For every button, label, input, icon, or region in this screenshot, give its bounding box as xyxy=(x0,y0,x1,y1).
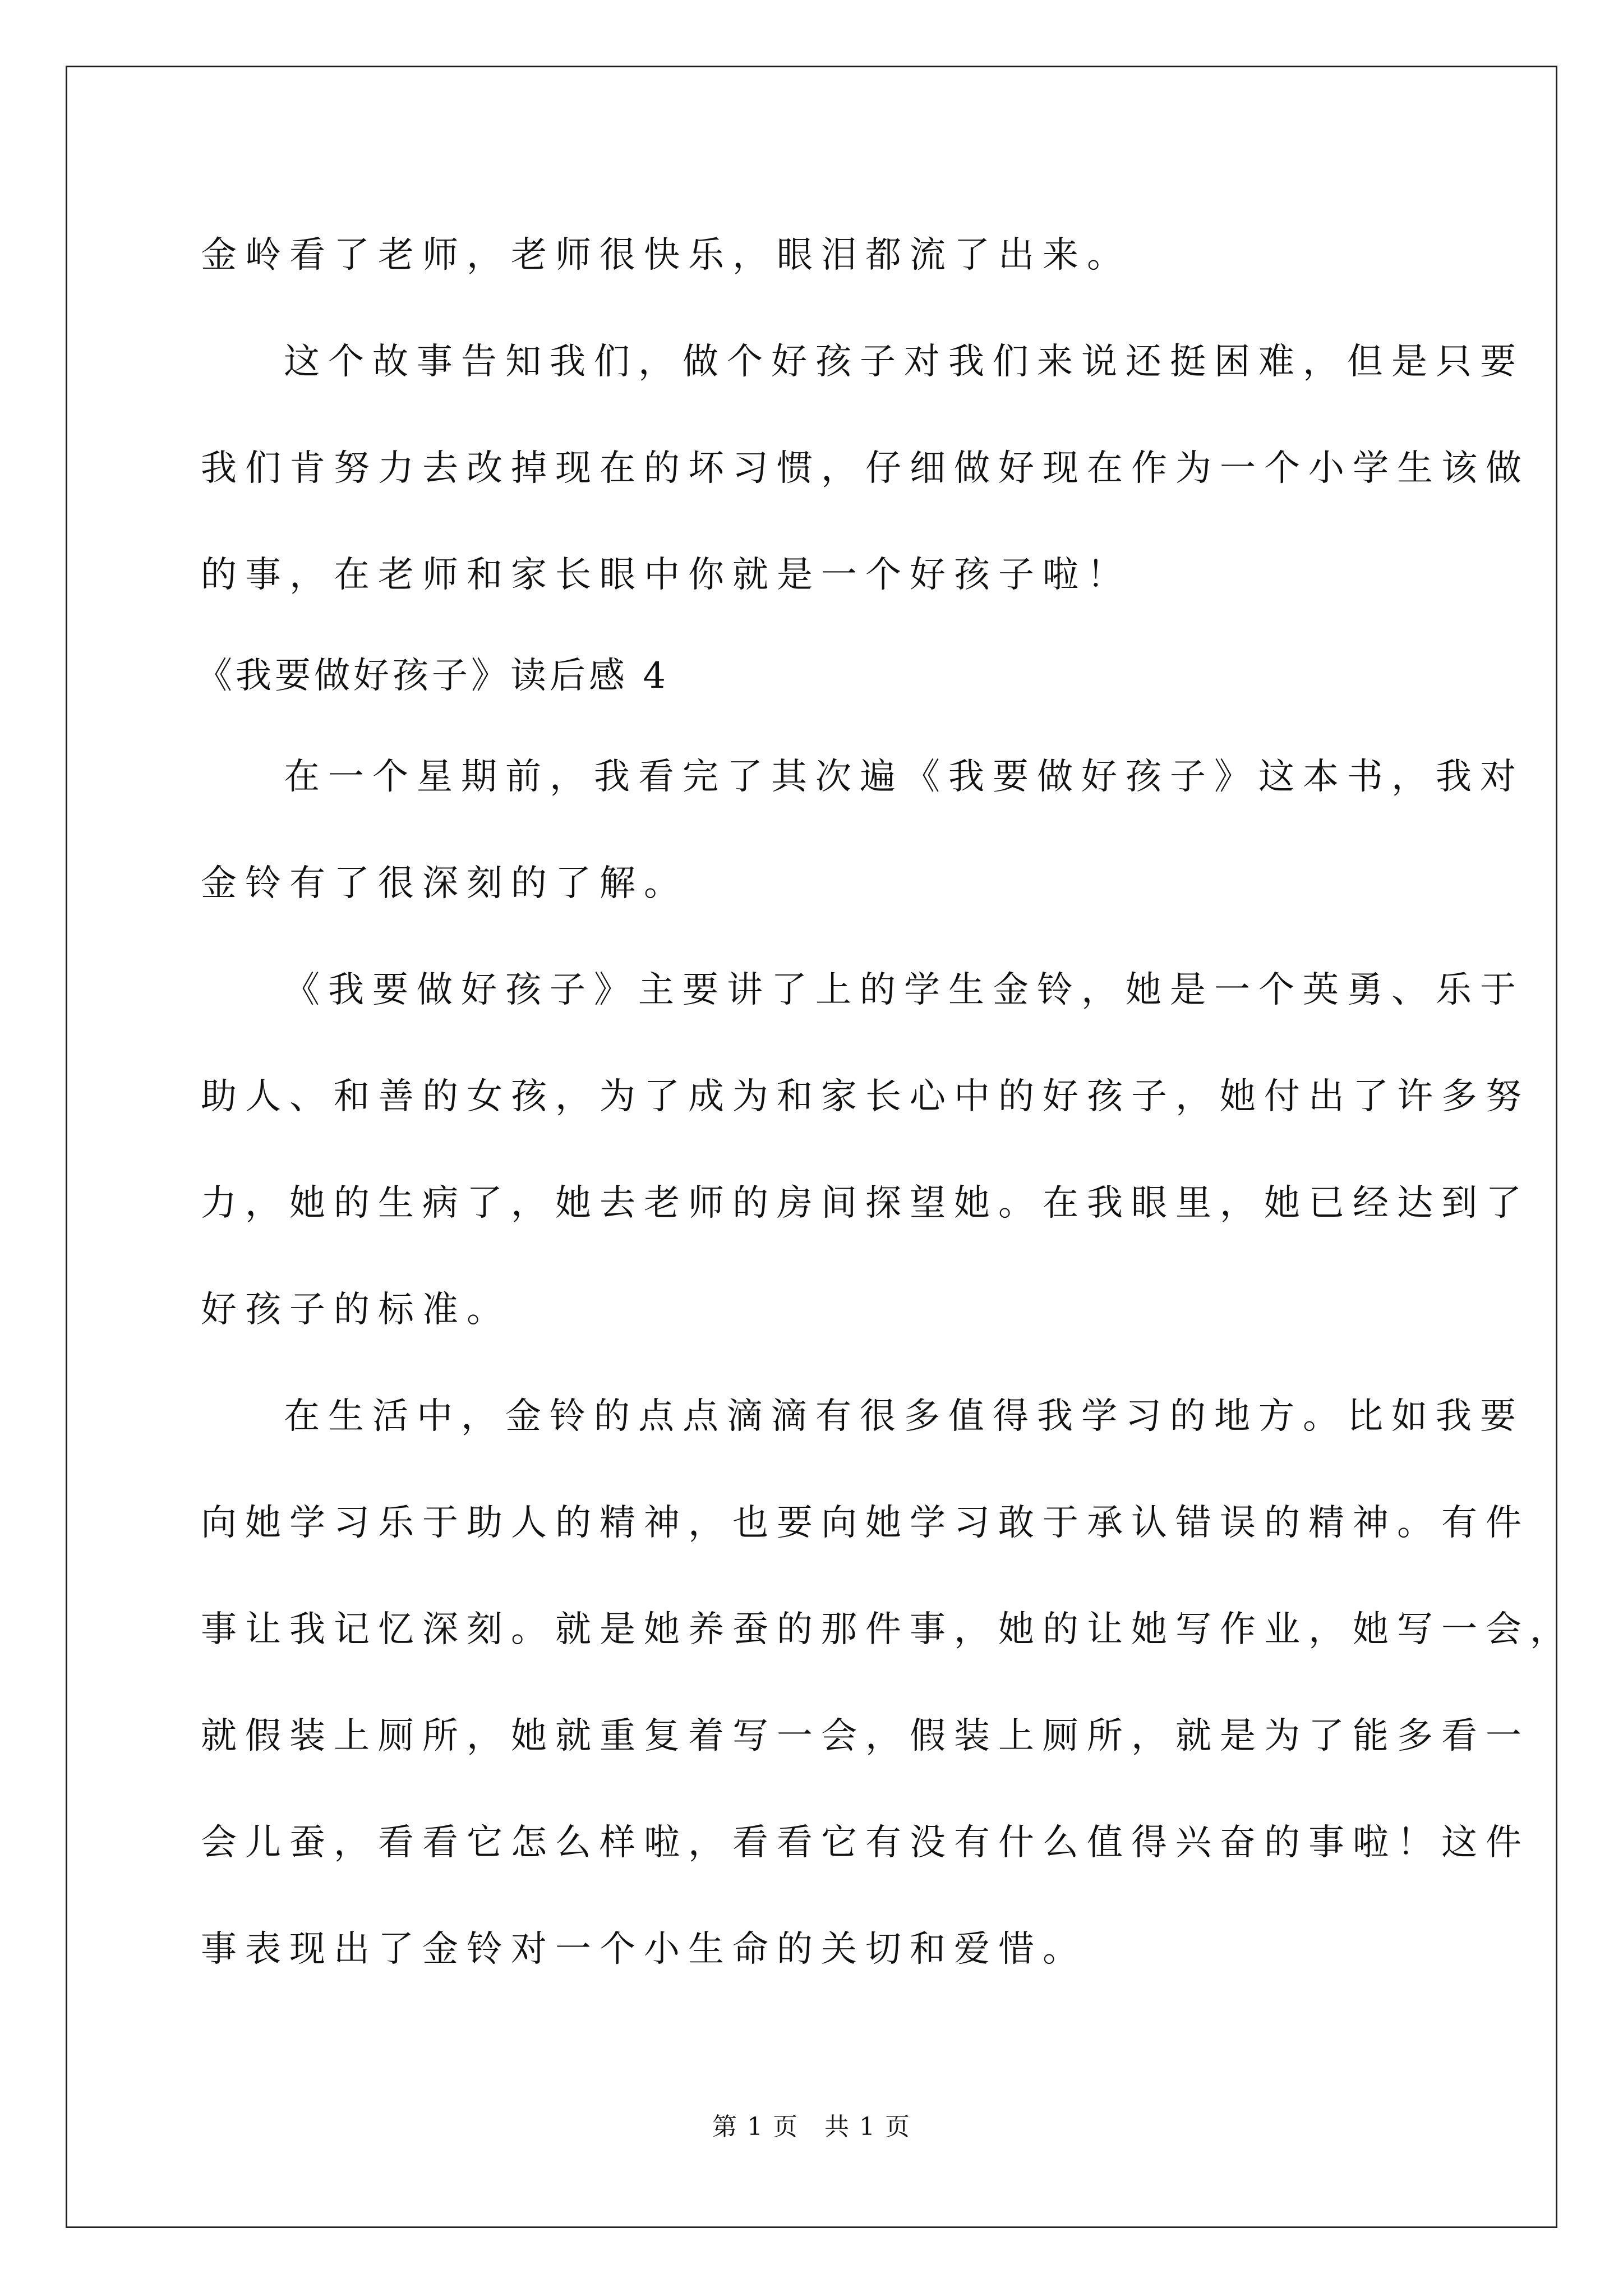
paragraph-line: 就假装上厕所，她就重复着写一会，假装上厕所，就是为了能多看一 xyxy=(201,1715,1530,1757)
paragraph-line: 在一个星期前，我看完了其次遍《我要做好孩子》这本书，我对 xyxy=(284,756,1524,798)
paragraph-line: 好孩子的标准。 xyxy=(201,1289,511,1331)
paragraph-line: 事表现出了金铃对一个小生命的关切和爱惜。 xyxy=(201,1929,1087,1970)
paragraph-line: 的事，在老师和家长眼中你就是一个好孩子啦！ xyxy=(201,554,1131,596)
paragraph-line: 助人、和善的女孩，为了成为和家长心中的好孩子，她付出了许多努 xyxy=(201,1076,1530,1117)
paragraph-line: 《我要做好孩子》主要讲了上的学生金铃，她是一个英勇、乐于 xyxy=(284,969,1524,1011)
paragraph-line: 金铃有了很深刻的了解。 xyxy=(201,863,688,904)
paragraph-line: 会儿蚕，看看它怎么样啦，看看它有没有什么值得兴奋的事啦！这件 xyxy=(201,1822,1530,1864)
paragraph-line: 在生活中，金铃的点点滴滴有很多值得我学习的地方。比如我要 xyxy=(284,1396,1524,1437)
paragraph-line: 我们肯努力去改掉现在的坏习惯，仔细做好现在作为一个小学生该做 xyxy=(201,448,1530,489)
page-number-footer: 第 1 页 共 1 页 xyxy=(712,2113,911,2141)
document-body xyxy=(196,202,1574,2003)
paragraph-line: 金岭看了老师，老师很快乐，眼泪都流了出来。 xyxy=(201,234,1131,276)
paragraph-line: 力，她的生病了，她去老师的房间探望她。在我眼里，她已经达到了 xyxy=(201,1182,1530,1224)
paragraph-line: 这个故事告知我们，做个好孩子对我们来说还挺困难，但是只要 xyxy=(284,341,1524,383)
paragraph-line: 事让我记忆深刻。就是她养蚕的那件事，她的让她写作业，她写一会， xyxy=(201,1609,1574,1650)
paragraph-line: 向她学习乐于助人的精神，也要向她学习敢于承认错误的精神。有件 xyxy=(201,1502,1530,1544)
section-heading: 《我要做好孩子》读后感 4 xyxy=(196,655,670,697)
